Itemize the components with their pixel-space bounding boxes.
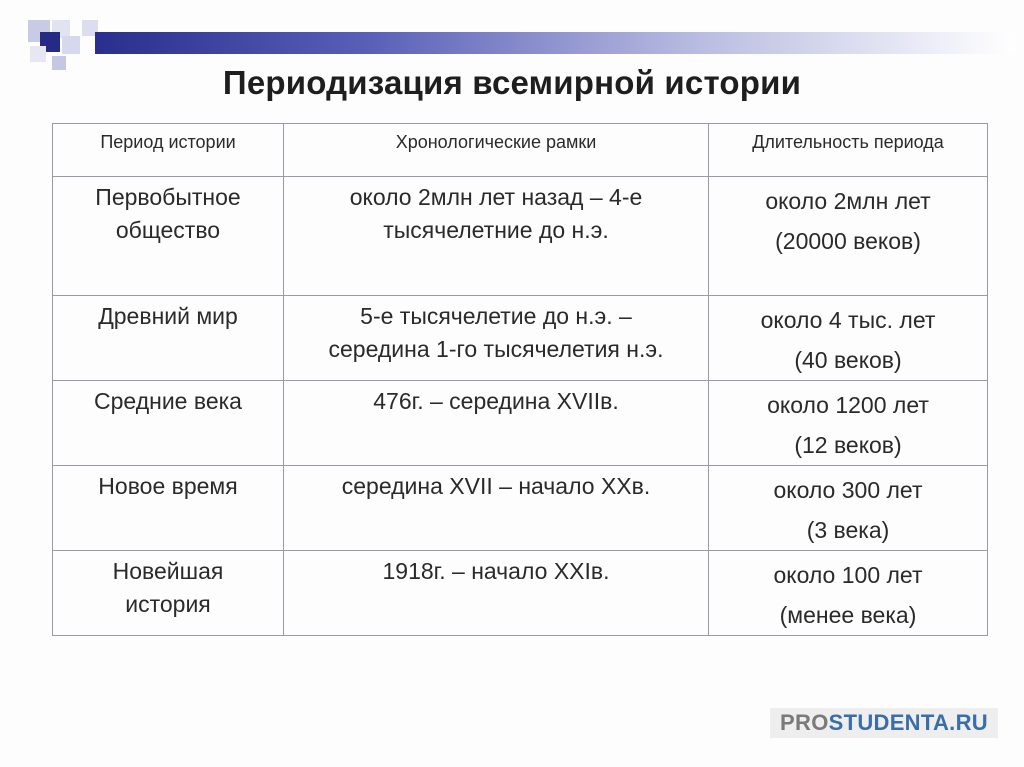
table-row	[53, 551, 988, 636]
cell-period	[53, 381, 284, 466]
cell-text: около 2млн лет назад – 4-е	[349, 184, 643, 210]
cell-frame	[284, 381, 709, 466]
cell-duration	[709, 551, 988, 636]
cell-text: около 1200 лет	[767, 392, 929, 418]
cell-period	[53, 551, 284, 636]
cell-text: Новейшая	[112, 558, 224, 584]
cell-period	[53, 296, 284, 381]
cell-text: (менее века)	[779, 602, 917, 628]
cell-text: (3 века)	[806, 517, 890, 543]
cell-period	[53, 466, 284, 551]
cell-text: 1918г. – начало XXIв.	[382, 558, 610, 584]
cell-text: Древний мир	[98, 303, 238, 329]
periods-table	[52, 123, 988, 636]
cell-text: общество	[115, 217, 221, 243]
cell-frame	[284, 551, 709, 636]
cell-text: история	[125, 591, 211, 617]
cell-frame	[284, 177, 709, 296]
watermark	[770, 708, 998, 738]
header-frame: Хронологические рамки	[284, 124, 709, 177]
cell-text: тысячелетние до н.э.	[383, 217, 609, 243]
cell-text: около 2млн лет	[765, 188, 931, 214]
cell-text: середина XVII – начало XXв.	[341, 473, 651, 499]
header-duration: Длительность периода	[709, 124, 988, 177]
header-gradient-bar	[95, 32, 1015, 54]
cell-text: Новое время	[98, 473, 238, 499]
cell-period	[53, 177, 284, 296]
table-row	[53, 381, 988, 466]
cell-frame	[284, 296, 709, 381]
table-row	[53, 296, 988, 381]
cell-text: около 300 лет	[773, 477, 923, 503]
slide-title: Периодизация всемирной истории	[222, 64, 802, 101]
cell-duration	[709, 381, 988, 466]
cell-duration	[709, 466, 988, 551]
header-period: Период истории	[53, 124, 284, 177]
decor-square	[30, 46, 46, 62]
cell-text: (40 веков)	[794, 347, 902, 373]
cell-text: около 4 тыс. лет	[760, 307, 936, 333]
table-row	[53, 177, 988, 296]
table-row	[53, 466, 988, 551]
cell-text: около 100 лет	[773, 562, 923, 588]
cell-frame	[284, 466, 709, 551]
watermark-part-site: STUDENTA.RU	[828, 710, 988, 735]
cell-text: (12 веков)	[794, 432, 902, 458]
cell-text: Первобытное	[95, 184, 241, 210]
cell-duration	[709, 296, 988, 381]
cell-text: (20000 веков)	[775, 228, 921, 254]
cell-text: 476г. – середина XVIIв.	[373, 388, 619, 414]
decor-square	[62, 36, 80, 54]
cell-text: 5-е тысячелетие до н.э. –	[360, 303, 632, 329]
table-header-row	[53, 124, 988, 177]
watermark-part-pro: PRO	[780, 710, 829, 735]
cell-duration	[709, 177, 988, 296]
cell-text: Средние века	[94, 388, 242, 414]
cell-text: середина 1-го тысячелетия н.э.	[328, 336, 664, 362]
